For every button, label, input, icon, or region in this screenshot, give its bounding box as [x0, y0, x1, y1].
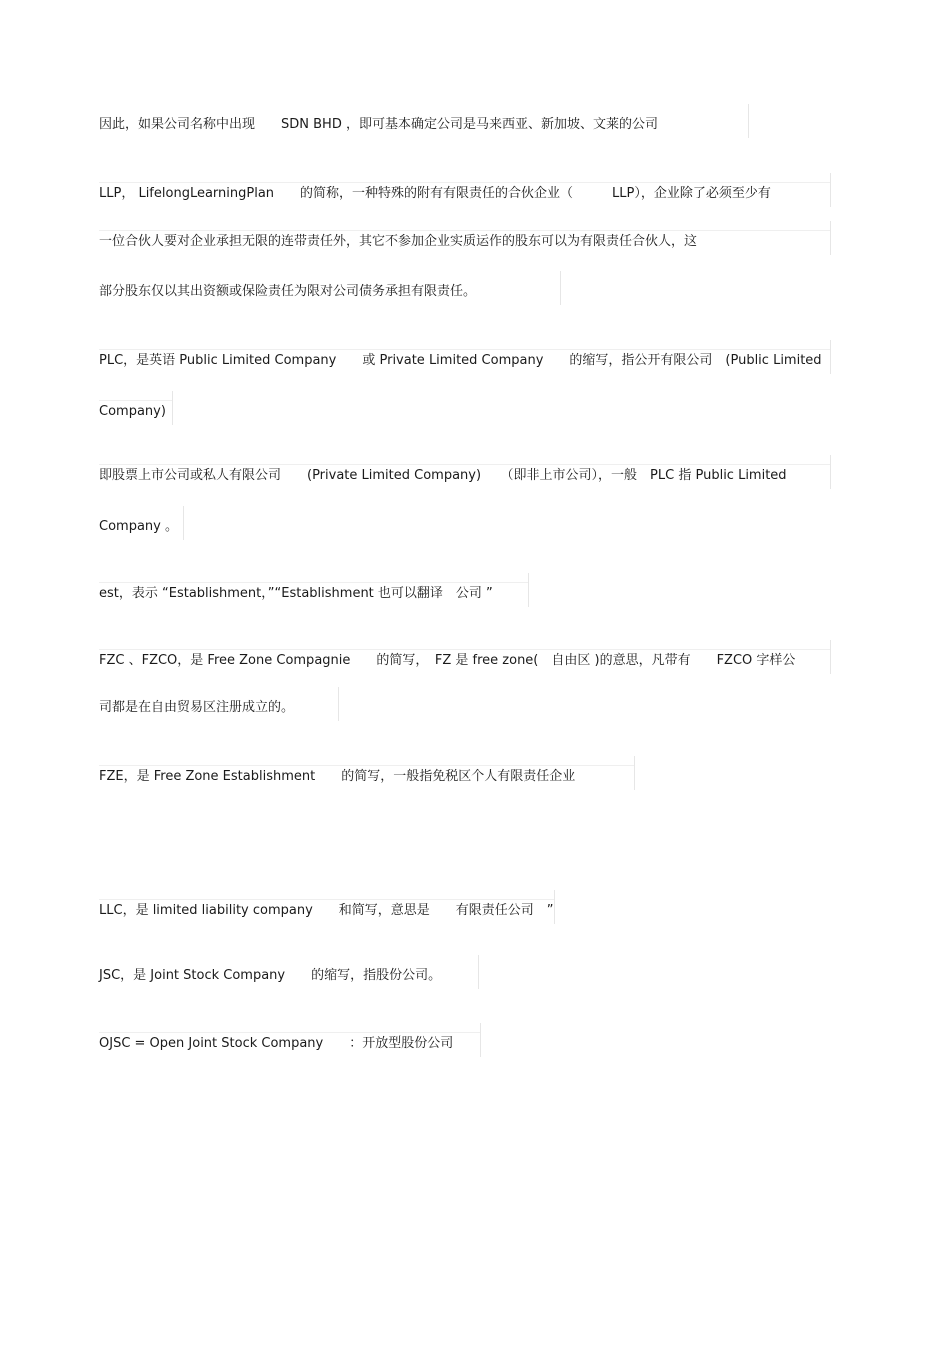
paragraph-line-fzc-2: 司都是在自由贸易区注册成立的。	[99, 697, 339, 719]
paragraph-line-llp-2: 一位合伙人要对企业承担无限的连带责任外，其它不参加企业实质运作的股东可以为有限责任合伙人，这	[99, 230, 831, 253]
paragraph-line-est: est，表示 “Establishment，”“Establishment 也可以翻译 公司 ”	[99, 582, 529, 605]
paragraph-line-sdn-bhd: 因此，如果公司名称中出现 SDN BHD ，即可基本确定公司是马来西亚、新加坡、文莱的公司	[99, 114, 749, 136]
paragraph-line-ojsc: OJSC = Open Joint Stock Company ：开放型股份公司	[99, 1032, 481, 1055]
paragraph-line-plc-4: Company 。	[99, 516, 184, 538]
paragraph-line-fzc-1: FZC 、FZCO，是 Free Zone Compagnie 的简写， FZ 是 free zone( 自由区 )的意思，凡带有 FZCO 字样公	[99, 649, 831, 672]
paragraph-line-plc-3: 即股票上市公司或私人有限公司 (Private Limited Company) （即非上市公司），一般 PLC 指 Public Limited	[99, 464, 831, 487]
paragraph-line-plc-2: Company)	[99, 400, 173, 423]
paragraph-line-jsc: JSC，是 Joint Stock Company 的缩写，指股份公司。	[99, 965, 479, 987]
paragraph-line-plc-1: PLC，是英语 Public Limited Company 或 Private Limited Company 的缩写，指公开有限公司 (Public Limited	[99, 349, 831, 372]
paragraph-line-llp-3: 部分股东仅以其出资额或保险责任为限对公司债务承担有限责任。	[99, 281, 561, 303]
paragraph-line-fze: FZE，是 Free Zone Establishment 的简写，一般指免税区个人有限责任企业	[99, 765, 635, 788]
paragraph-line-llp-1: LLP， LifelongLearningPlan 的简称，一种特殊的附有有限责任的合伙企业（ LLP），企业除了必须至少有	[99, 182, 831, 205]
paragraph-line-llc: LLC，是 limited liability company 和简写，意思是 有限责任公司 ”	[99, 899, 555, 922]
